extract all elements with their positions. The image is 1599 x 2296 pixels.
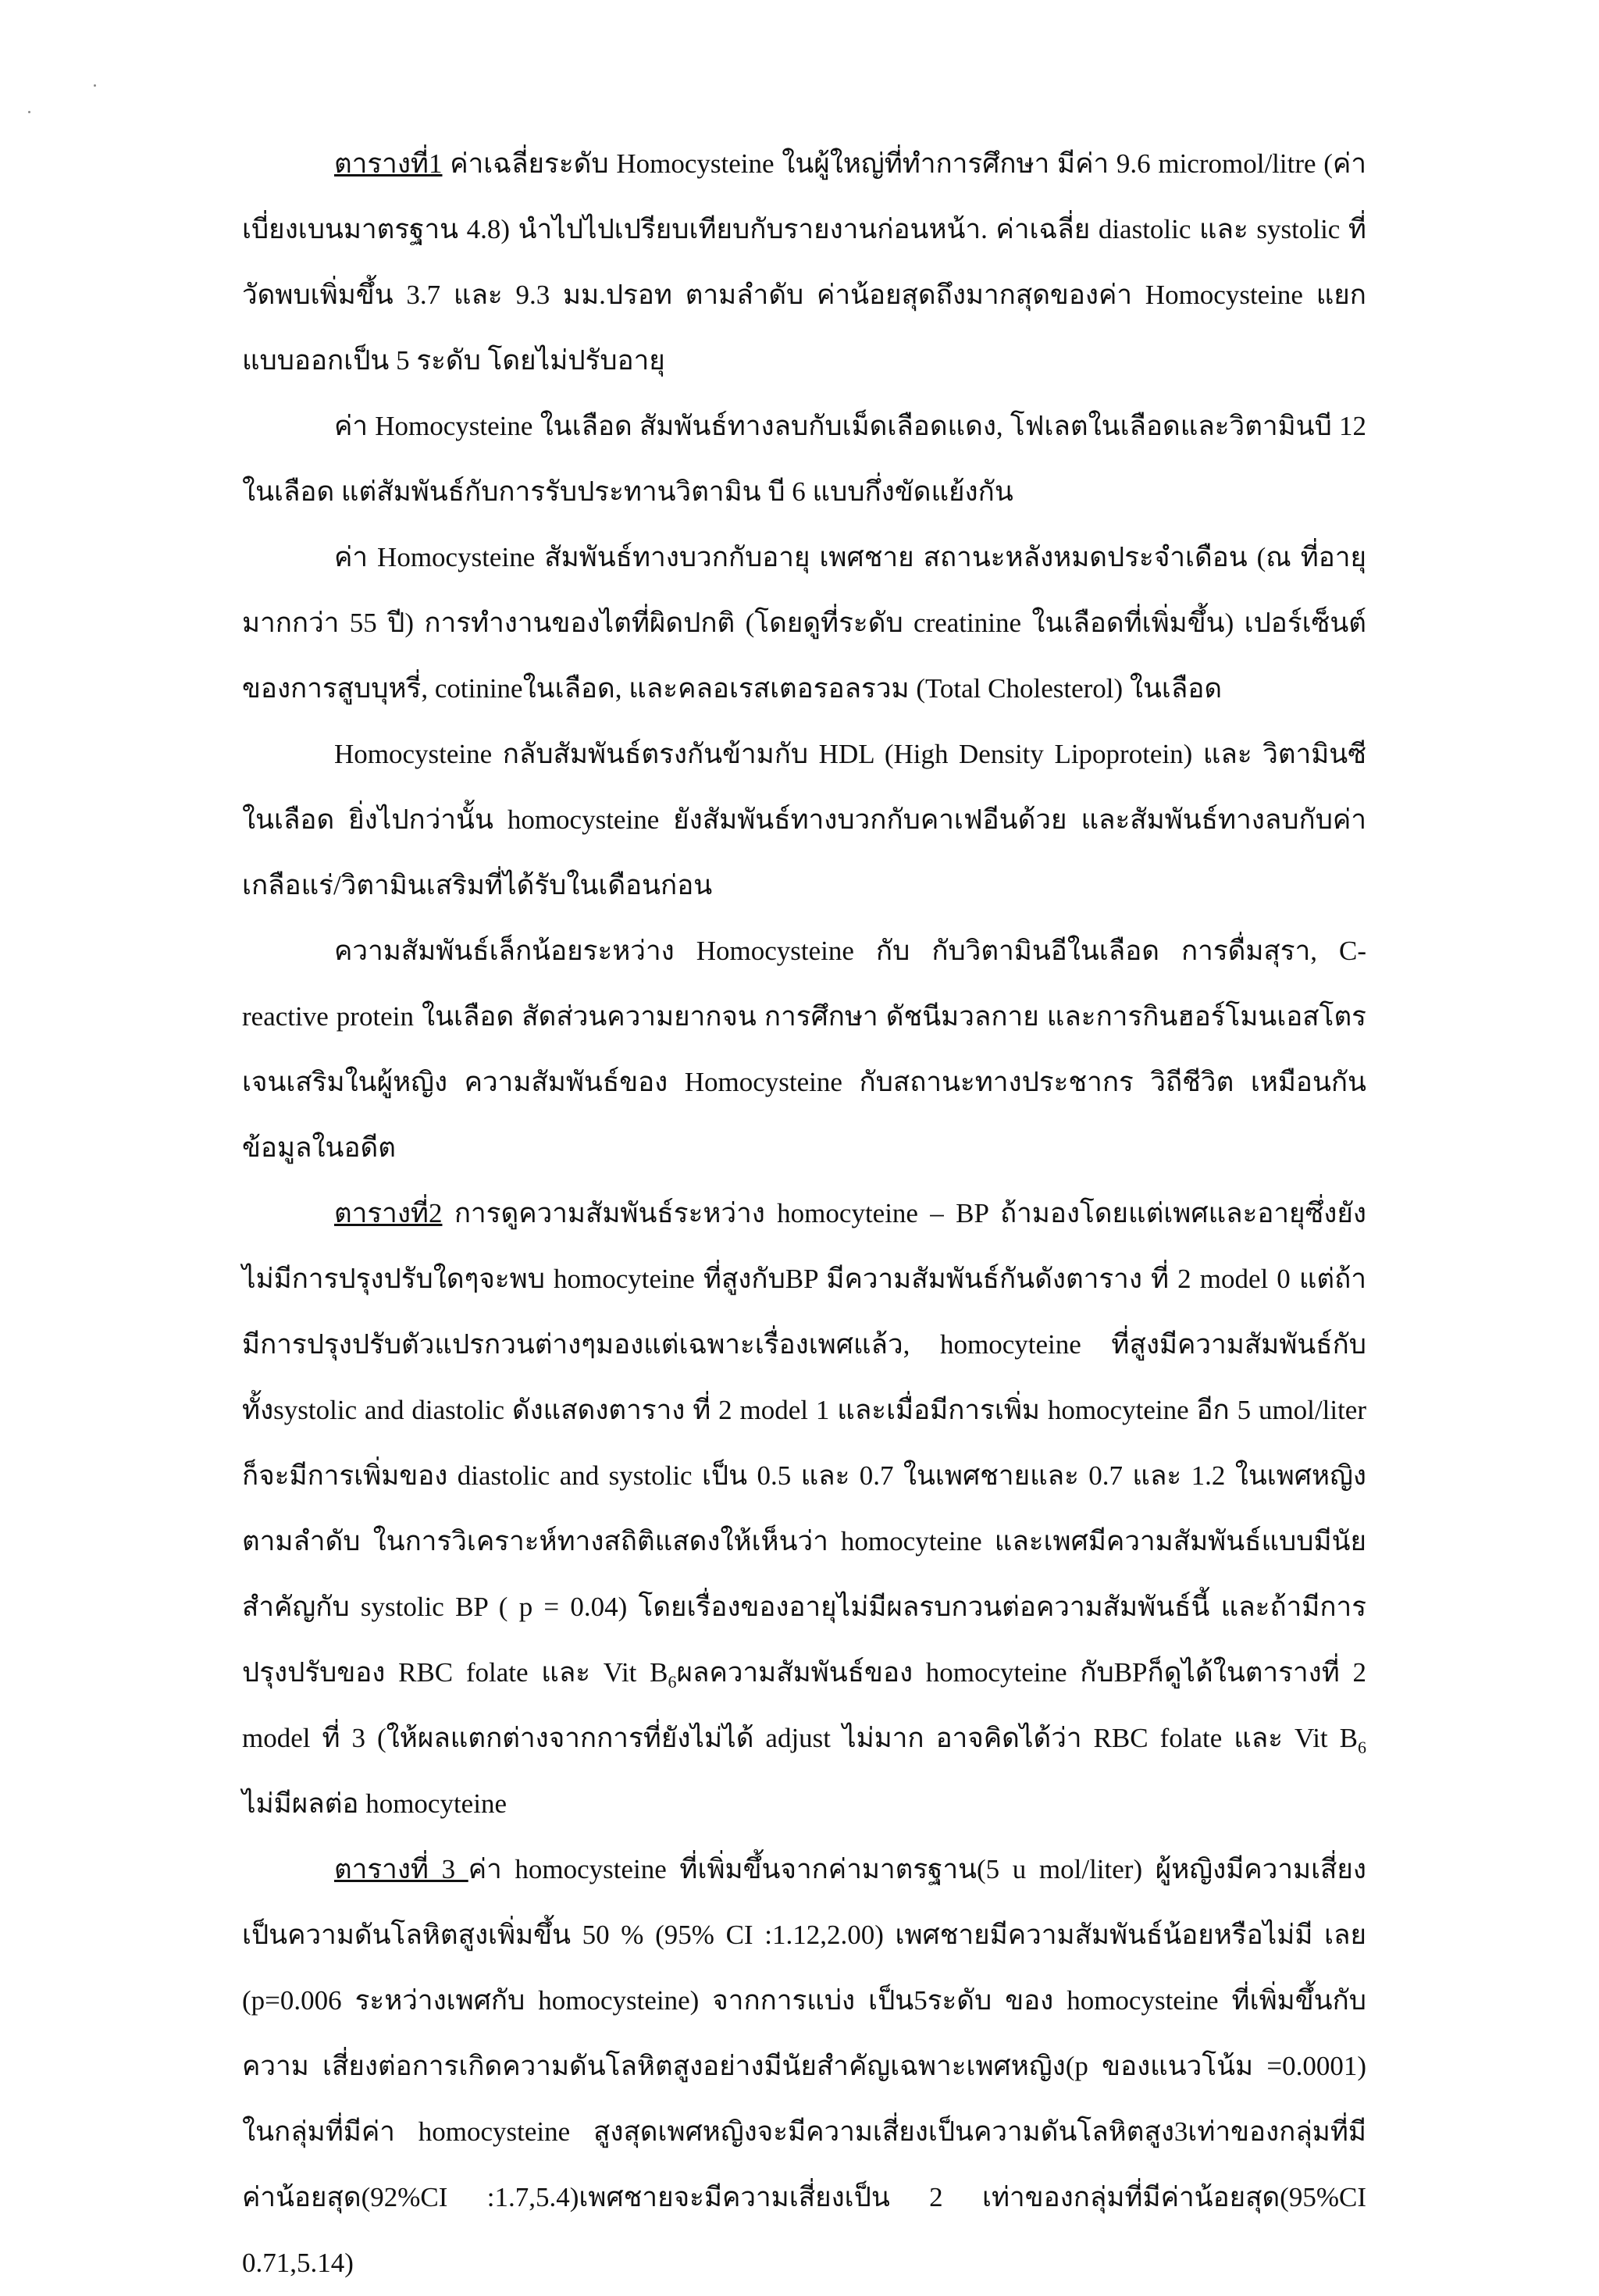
paragraph-text: ค่าเฉลี่ยระดับ Homocysteine ในผู้ใหญ่ที่ทำการศึกษา มีค่า 9.6 micromol/litre (ค่าเบี่ยงเบนมาตรฐาน 4.8) นำไปไปเปรียบเทียบกับรายงานก่อนหน้า. ค่าเฉลี่ย diastolic และ systolic ที่วัดพบเพิ่มขึ้น 3.7 และ 9.3 มม.ปรอท ตามลำดับ ค่าน้อยสุดถึงมากสุดของค่า Homocysteine แยกแบบออกเป็น 5 ระดับ โดยไม่ปรับอายุ <box>242 148 1366 376</box>
paragraph <box>242 1181 1366 1837</box>
scan-speck <box>28 111 30 113</box>
paragraph-text: Homocysteine กลับสัมพันธ์ตรงกันข้ามกับ HDL (High Density Lipoprotein) และ วิตามินซีในเลือด ยิ่งไปกว่านั้น homocysteine ยังสัมพันธ์ทางบวกกับคาเฟอีนด้วย และสัมพันธ์ทางลบกับค่าเกลือแร่/วิตามินเสริมที่ได้รับในเดือนก่อน <box>242 739 1366 900</box>
subscript: 6 <box>1358 1738 1366 1757</box>
paragraph <box>242 918 1366 1181</box>
paragraph <box>242 525 1366 722</box>
table-reference-heading: ตารางที่2 <box>334 1198 443 1228</box>
document-body <box>242 131 1366 2296</box>
paragraph-text: ความสัมพันธ์เล็กน้อยระหว่าง Homocysteine กับ กับวิตามินอีในเลือด การดื่มสุรา, C-reactive protein ในเลือด สัดส่วนความยากจน การศึกษา ดัชนีมวลกาย และการกินฮอร์โมนเอสโตรเจนเสริมในผู้หญิง ความสัมพันธ์ของ Homocysteine กับสถานะทางประชากร วิถีชีวิต เหมือนกันข้อมูลในอดีต <box>242 936 1366 1163</box>
scan-speck <box>94 84 96 87</box>
table-reference-heading: ตารางที่ 3 <box>334 1854 468 1884</box>
paragraph-text: ค่า Homocysteine สัมพันธ์ทางบวกกับอายุ เพศชาย สถานะหลังหมดประจำเดือน (ณ ที่อายุมากกว่า 55 ปี) การทำงานของไตที่ผิดปกติ (โดยดูที่ระดับ creatinine ในเลือดที่เพิ่มขึ้น) เปอร์เซ็นต์ของการสูบบุหรี่, cotinineในเลือด, และคลอเรสเตอรอลรวม (Total Cholesterol) ในเลือด <box>242 542 1366 704</box>
paragraph <box>242 1837 1366 2296</box>
paragraph-text: การดูความสัมพันธ์ระหว่าง homocyteine – BP ถ้ามองโดยแต่เพศและอายุซึ่งยังไม่มีการปรุงปรับใดๆจะพบ homocyteine ที่สูงกับBP มีความสัมพันธ์กันดังตาราง ที่ 2 model 0 แต่ถ้ามีการปรุงปรับตัวแปรกวนต่างๆมองแต่เฉพาะเรื่องเพศแล้ว, homocyteine ที่สูงมีความสัมพันธ์กับทั้งsystolic and diastolic ดังแสดงตาราง ที่ 2 model 1 และเมื่อมีการเพิ่ม homocyteine อีก 5 umol/liter ก็จะมีการเพิ่มของ diastolic and systolic เป็น 0.5 และ 0.7 ในเพศชายและ 0.7 และ 1.2 ในเพศหญิงตามลำดับ ในการวิเคราะห์ทางสถิติแสดงให้เห็นว่า homocyteine และเพศมีความสัมพันธ์แบบมีนัยสำคัญกับ systolic BP ( p = 0.04) โดยเรื่องของอายุไม่มีผลรบกวนต่อความสัมพันธ์นี้ และถ้ามีการปรุงปรับของ RBC folate และ Vit B <box>242 1198 1366 1688</box>
subscript: 6 <box>668 1672 677 1692</box>
table-reference-heading: ตารางที่1 <box>334 148 443 179</box>
paragraph <box>242 394 1366 525</box>
paragraph-text: ผลความสัมพันธ์ของ homocyteine กับBPก็ดูได้ในตารางที่ 2 model ที่ 3 (ให้ผลแตกต่างจากการที่ยังไม่ได้ adjust ไม่มาก อาจคิดได้ว่า RBC folate และ Vit B <box>242 1657 1366 1753</box>
paragraph-text: ไม่มีผลต่อ homocyteine <box>242 1788 507 1819</box>
paragraph-text: ค่า homocysteine ที่เพิ่มขึ้นจากค่ามาตรฐาน(5 u mol/liter) ผู้หญิงมีความเสี่ยงเป็นความดันโลหิตสูงเพิ่มขึ้น 50 % (95% CI :1.12,2.00) เพศชายมีความสัมพันธ์น้อยหรือไม่มี เลย (p=0.006 ระหว่างเพศกับ homocysteine) จากการแบ่ง เป็น5ระดับ ของ homocysteine ที่เพิ่มขึ้นกับความ เสี่ยงต่อการเกิดความดันโลหิตสูงอย่างมีนัยสำคัญเฉพาะเพศหญิง(p ของแนวโน้ม =0.0001) ในกลุ่มที่มีค่า homocysteine สูงสุดเพศหญิงจะมีความเสี่ยงเป็นความดันโลหิตสูง3เท่าของกลุ่มที่มีค่าน้อยสุด(92%CI :1.7,5.4)เพศชายจะมีความเสี่ยงเป็น 2 เท่าของกลุ่มที่มีค่าน้อยสุด(95%CI 0.71,5.14) <box>242 1854 1366 2278</box>
paragraph <box>242 722 1366 918</box>
paragraph <box>242 131 1366 394</box>
paragraph-text: ค่า Homocysteine ในเลือด สัมพันธ์ทางลบกับเม็ดเลือดแดง, โฟเลตในเลือดและวิตามินบี 12 ในเลือด แต่สัมพันธ์กับการรับประทานวิตามิน บี 6 แบบกึ่งขัดแย้งกัน <box>242 411 1366 507</box>
